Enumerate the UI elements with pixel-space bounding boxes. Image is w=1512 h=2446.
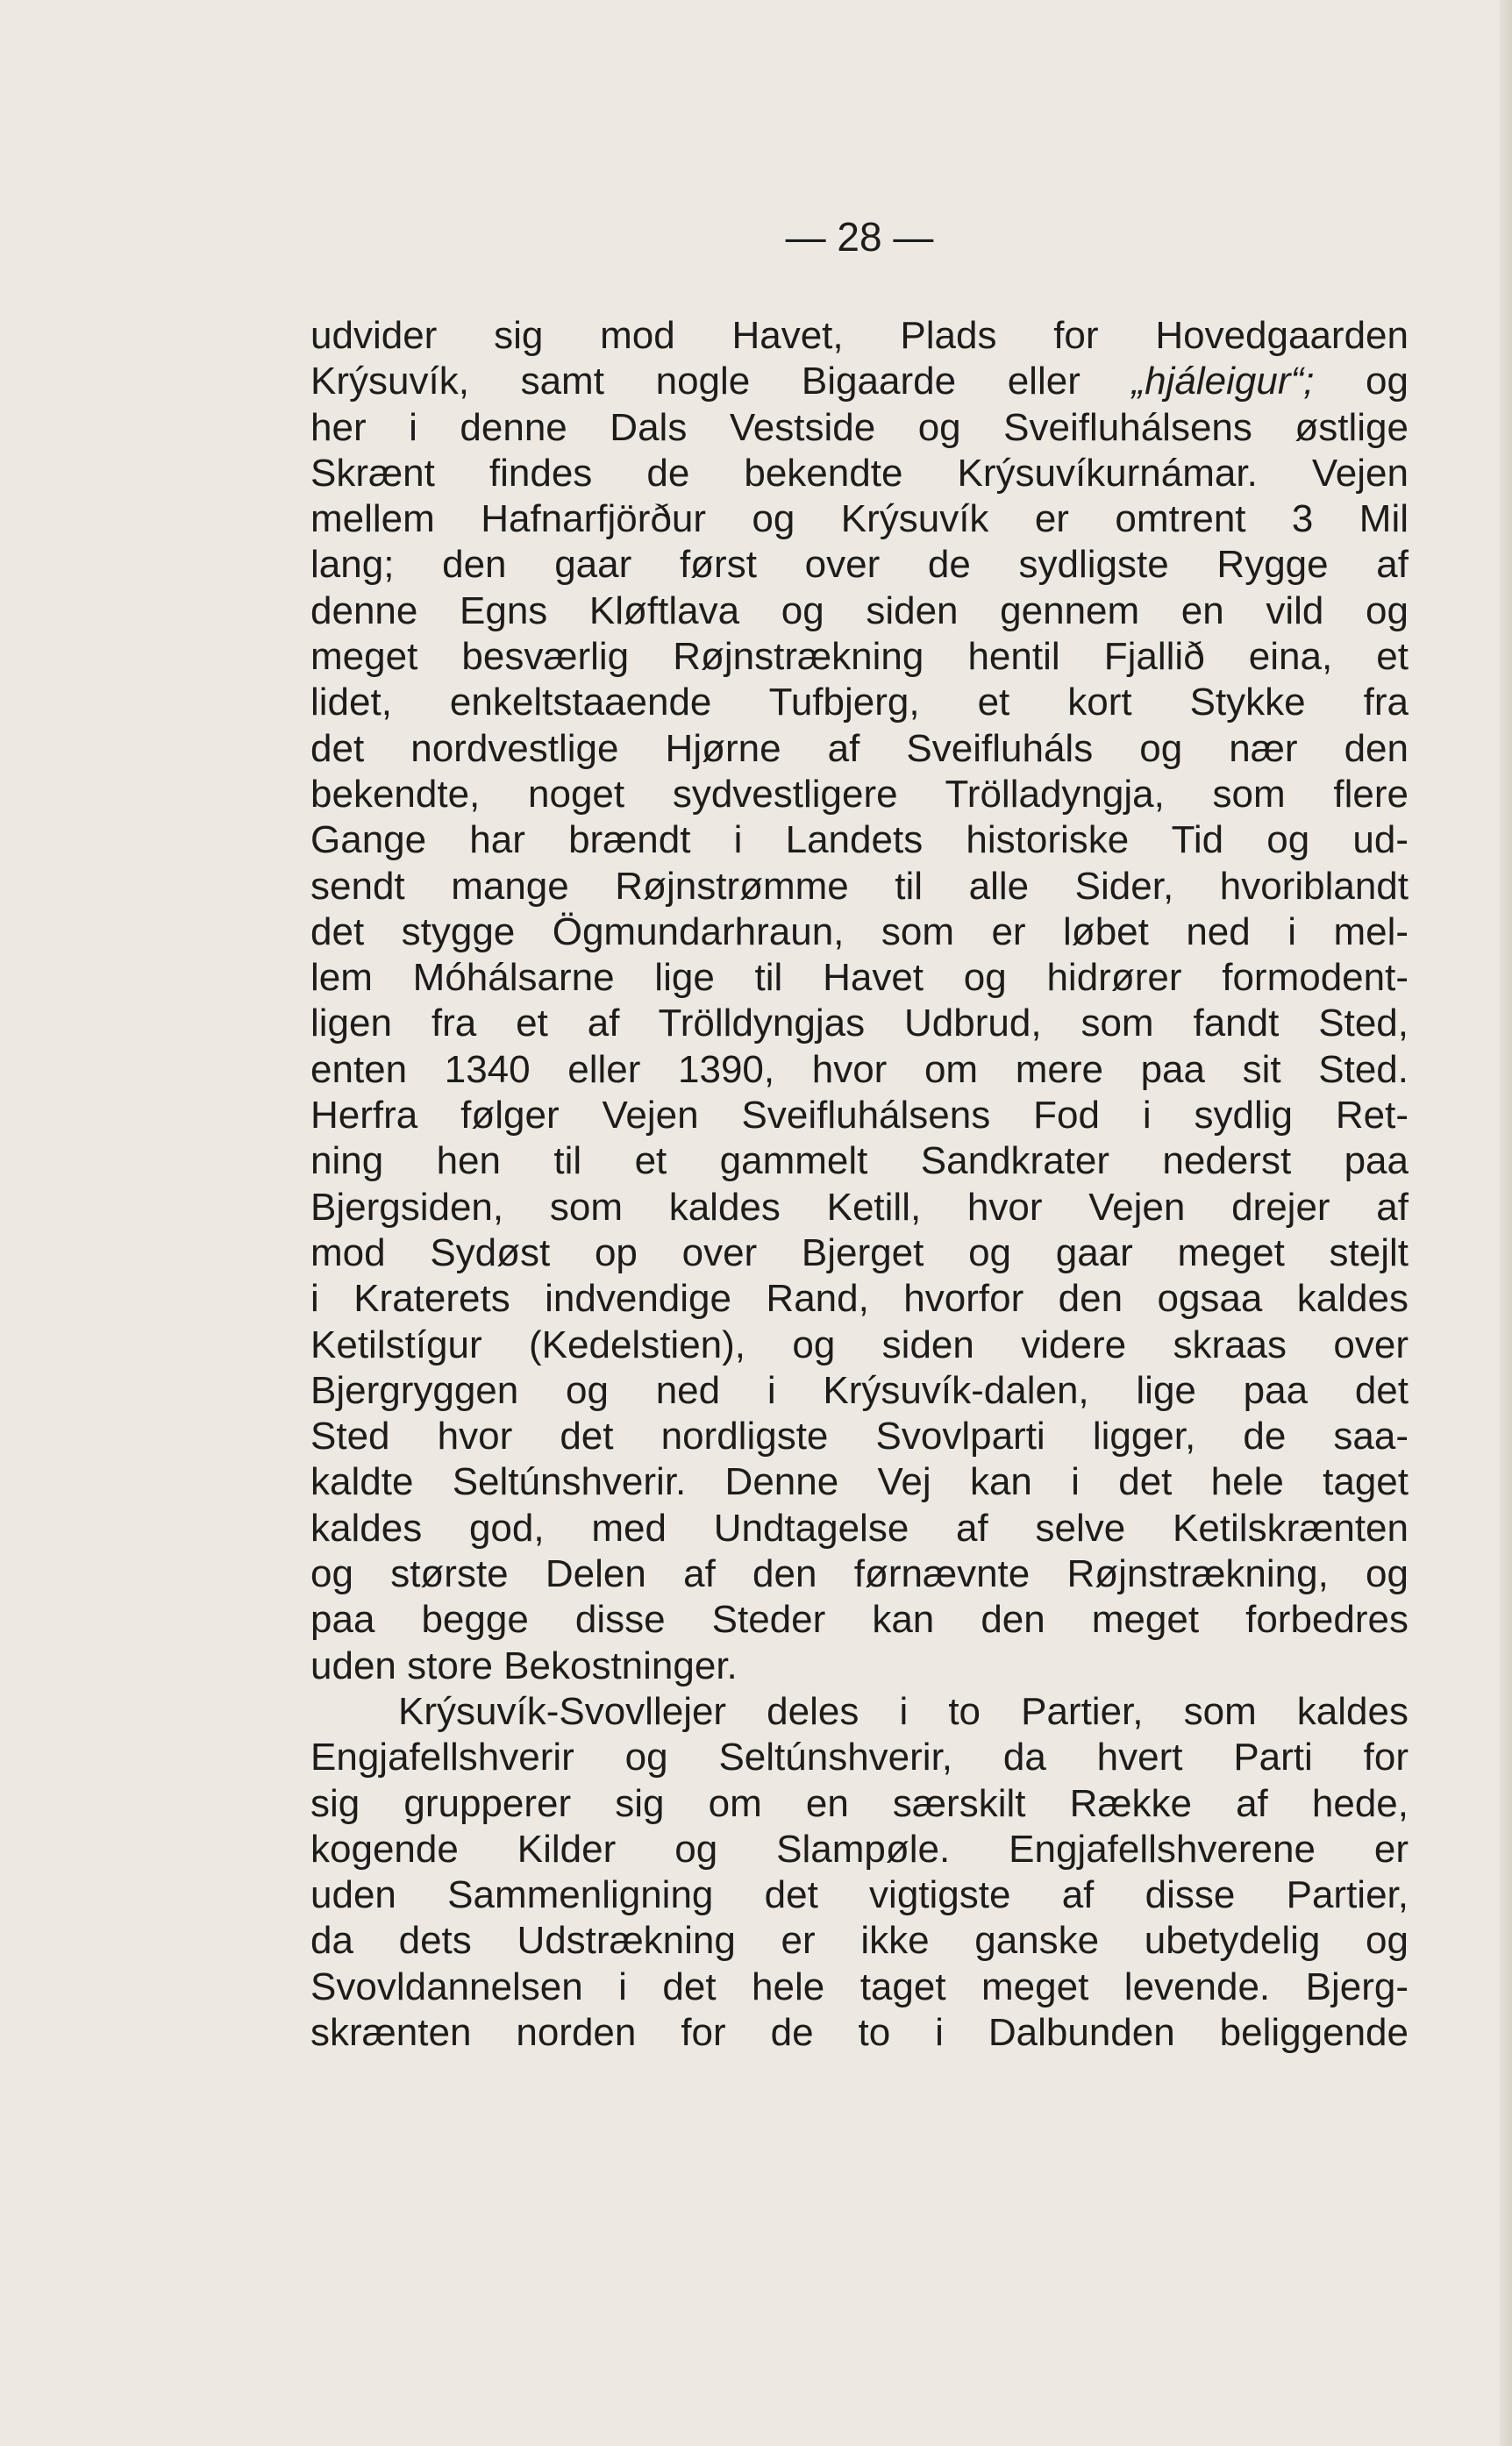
text-line: lang; den gaar først over de sydligste Rygge af [310, 543, 1409, 587]
text-line: skrænten norden for de to i Dalbunden beliggende [310, 2010, 1409, 2054]
italic-term: „hjáleigur“; [1131, 360, 1315, 403]
text-line: Sted hvor det nordligste Svovlparti ligger, de saa- [310, 1415, 1409, 1458]
text-line: uden Sammenligning det vigtigste af disse Partier, [310, 1873, 1409, 1917]
text-line: det nordvestlige Hjørne af Sveifluháls og nær den [310, 726, 1409, 770]
text-line: da dets Udstrækning er ikke ganske ubetydelig og [310, 1919, 1409, 1963]
text-segment: Krýsuvík, samt nogle Bigaarde eller [310, 360, 1132, 403]
text-line: Bjergsiden, som kaldes Ketill, hvor Vejen drejer af [310, 1185, 1409, 1229]
text-line: og største Delen af den førnævnte Røjnstrækning, og [310, 1552, 1409, 1596]
text-line: Herfra følger Vejen Sveifluhálsens Fod i sydlig Ret- [310, 1094, 1409, 1137]
text-line: mellem Hafnarfjörður og Krýsuvík er omtrent 3 Mil [310, 497, 1409, 541]
page-edge [1500, 0, 1512, 2446]
text-line: bekendte, noget sydvestligere Trölladyngja, som flere [310, 772, 1409, 816]
text-line: paa begge disse Steder kan den meget forbedres [310, 1598, 1409, 1642]
text-line: Svovldannelsen i det hele taget meget levende. Bjerg- [310, 1965, 1409, 2008]
text-line: det stygge Ögmundarhraun, som er løbet ned i mel- [310, 909, 1409, 953]
text-line: Krýsuvík-Svovllejer deles i to Partier, som kaldes [398, 1689, 1409, 1733]
text-line: Engjafellshverir og Seltúnshverir, da hvert Parti for [310, 1736, 1409, 1779]
text-line: udvider sig mod Havet, Plads for Hovedgaarden [310, 314, 1409, 357]
text-line: Gange har brændt i Landets historiske Tid og ud- [310, 818, 1409, 862]
text-line: lidet, enkeltstaaende Tufbjerg, et kort Stykke fra [310, 681, 1409, 724]
text-line: Ketilstígur (Kedelstien), og siden videre skraas over [310, 1323, 1409, 1366]
text-line: ning hen til et gammelt Sandkrater nederst paa [310, 1139, 1409, 1183]
text-line: kaldte Seltúnshverir. Denne Vej kan i det hele taget [310, 1460, 1409, 1504]
text-segment: og [1314, 360, 1409, 403]
text-line: lem Móhálsarne lige til Havet og hidrører formodent- [310, 956, 1409, 1000]
text-line: her i denne Dals Vestside og Sveifluhálsens østlige [310, 405, 1409, 449]
text-line: kogende Kilder og Slampøle. Engjafellshverene er [310, 1827, 1409, 1871]
text-line: sig grupperer sig om en særskilt Række af hede, [310, 1781, 1409, 1825]
text-line: ligen fra et af Trölldyngjas Udbrud, som fandt Sted, [310, 1002, 1409, 1045]
body-text [310, 313, 1409, 2056]
text-line: Skrænt findes de bekendte Krýsuvíkurnámar. Vejen [310, 451, 1409, 495]
text-line: kaldes god, med Undtagelse af selve Ketilskrænten [310, 1506, 1409, 1550]
text-line: Bjergryggen og ned i Krýsuvík-dalen, lige paa det [310, 1368, 1409, 1412]
text-line: sendt mange Røjnstrømme til alle Sider, hvoriblandt [310, 864, 1409, 908]
text-line: uden store Bekostninger. [310, 1644, 738, 1687]
text-line: mod Sydøst op over Bjerget og gaar meget stejlt [310, 1230, 1409, 1274]
text-line: meget besværlig Røjnstrækning hentil Fjallið eina, et [310, 635, 1409, 679]
text-line [310, 359, 1409, 404]
text-line: i Kraterets indvendige Rand, hvorfor den ogsaa kaldes [310, 1277, 1409, 1321]
text-line: enten 1340 eller 1390, hvor om mere paa sit Sted. [310, 1047, 1409, 1091]
text-line: denne Egns Kløftlava og siden gennem en vild og [310, 588, 1409, 632]
page-number: — 28 — [785, 214, 934, 260]
